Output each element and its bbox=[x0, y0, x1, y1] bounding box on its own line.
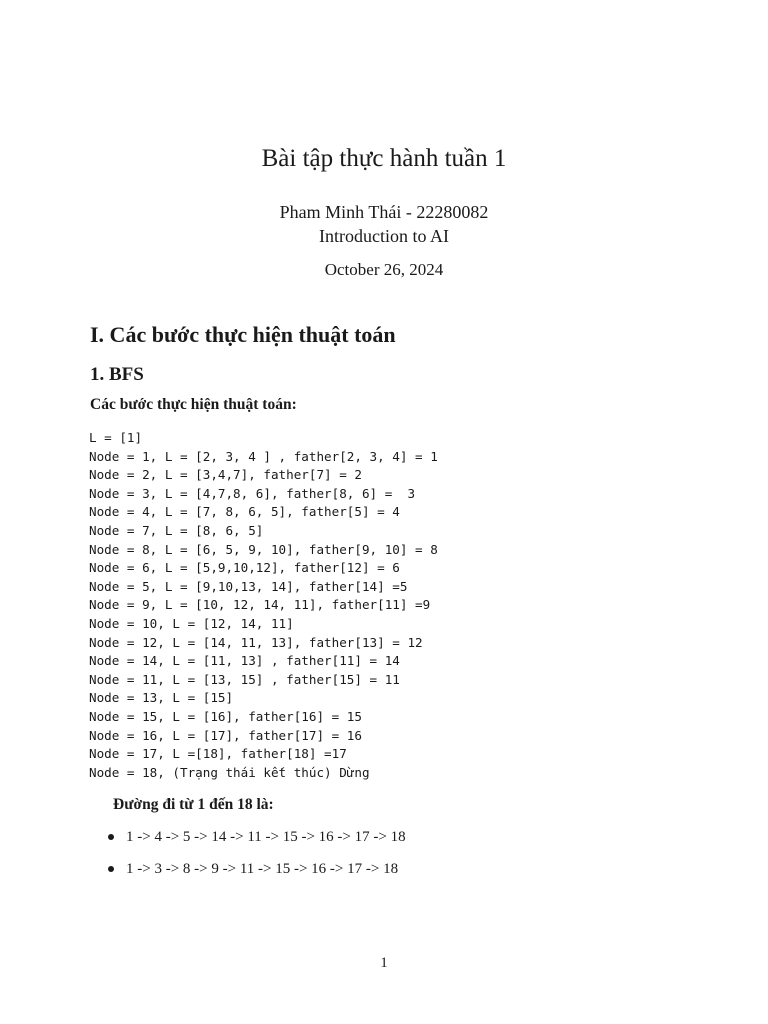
document-title: Bài tập thực hành tuần 1 bbox=[261, 145, 507, 172]
code-line: Node = 16, L = [17], father[17] = 16 bbox=[89, 727, 362, 743]
section-heading: I. Các bước thực hiện thuật toán bbox=[90, 322, 396, 347]
steps-heading: Các bước thực hiện thuật toán: bbox=[90, 396, 297, 413]
code-line: Node = 12, L = [14, 11, 13], father[13] = 12 bbox=[89, 634, 423, 650]
code-line: Node = 3, L = [4,7,8, 6], father[8, 6] = 3 bbox=[89, 485, 416, 501]
code-line: Node = 2, L = [3,4,7], father[7] = 2 bbox=[89, 467, 362, 483]
document-date: October 26, 2024 bbox=[324, 260, 444, 279]
code-line: Node = 4, L = [7, 8, 6, 5], father[5] = 4 bbox=[89, 504, 400, 520]
code-line: Node = 5, L = [9,10,13, 14], father[14] =5 bbox=[89, 578, 408, 594]
code-line: Node = 15, L = [16], father[16] = 15 bbox=[89, 708, 362, 724]
course-name: Introduction to AI bbox=[319, 226, 449, 246]
author-name: Pham Minh Thái - 22280082 bbox=[279, 202, 489, 222]
path-text: 1 -> 4 -> 5 -> 14 -> 11 -> 15 -> 16 -> 17 -> 18 bbox=[126, 828, 406, 845]
code-line: Node = 14, L = [11, 13] , father[11] = 14 bbox=[89, 653, 400, 669]
code-line: Node = 18, (Trạng thái kết thúc) Dừng bbox=[89, 764, 370, 780]
code-line: Node = 10, L = [12, 14, 11] bbox=[89, 615, 294, 631]
code-line: Node = 11, L = [13, 15] , father[15] = 11 bbox=[89, 671, 400, 687]
bullet-icon bbox=[108, 834, 114, 840]
code-line: Node = 1, L = [2, 3, 4 ] , father[2, 3, 4] = 1 bbox=[89, 448, 438, 464]
page-number: 1 bbox=[380, 955, 388, 971]
path-list bbox=[108, 826, 406, 890]
list-item bbox=[108, 858, 406, 880]
subsection-heading: 1. BFS bbox=[90, 364, 144, 385]
code-line: Node = 13, L = [15] bbox=[89, 690, 234, 706]
list-item bbox=[108, 826, 406, 848]
code-line: Node = 6, L = [5,9,10,12], father[12] = 6 bbox=[89, 560, 400, 576]
paths-heading: Đường đi từ 1 đến 18 là: bbox=[113, 796, 274, 813]
code-line: Node = 17, L =[18], father[18] =17 bbox=[89, 746, 347, 762]
code-line: Node = 9, L = [10, 12, 14, 11], father[11] =9 bbox=[89, 597, 431, 613]
author-block bbox=[0, 200, 768, 248]
code-line: Node = 8, L = [6, 5, 9, 10], father[9, 10] = 8 bbox=[89, 541, 438, 557]
code-line: L = [1] bbox=[89, 430, 143, 445]
bfs-steps-code bbox=[89, 429, 438, 782]
code-line: Node = 7, L = [8, 6, 5] bbox=[89, 522, 264, 538]
bullet-icon bbox=[108, 866, 114, 872]
path-text: 1 -> 3 -> 8 -> 9 -> 11 -> 15 -> 16 -> 17 -> 18 bbox=[126, 860, 399, 877]
